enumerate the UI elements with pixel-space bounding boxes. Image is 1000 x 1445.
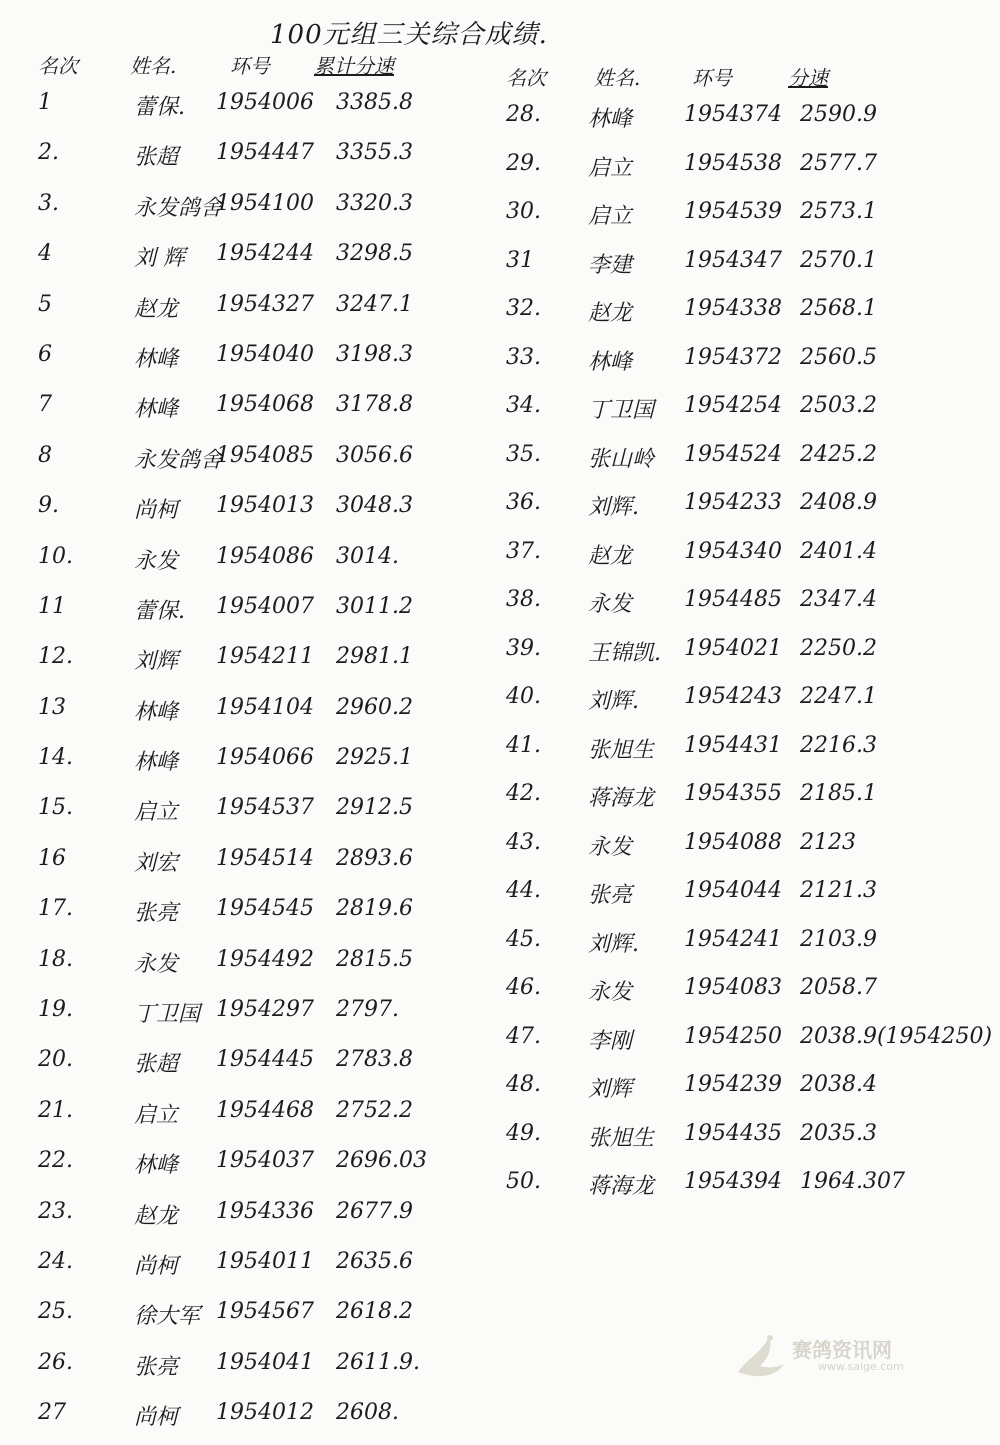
rank-cell: 6 xyxy=(38,341,52,367)
rank-cell: 29. xyxy=(506,150,541,176)
name-cell: 张亮 xyxy=(588,883,633,908)
ring-number-cell: 1954083 xyxy=(684,975,782,1000)
rank-cell: 40. xyxy=(506,684,541,709)
name-cell: 林峰 xyxy=(134,1153,179,1179)
header-speed: 分速 xyxy=(788,66,828,90)
name-cell: 赵龙 xyxy=(588,543,633,569)
ring-number-cell: 1954340 xyxy=(684,538,782,564)
ring-number-cell: 1954254 xyxy=(684,393,782,418)
ring-number-cell: 1954431 xyxy=(684,732,782,758)
name-cell: 尚柯 xyxy=(134,498,179,524)
speed-cell: 3198.3 xyxy=(336,341,413,367)
ring-number-cell: 1954537 xyxy=(216,795,314,821)
rank-cell: 3. xyxy=(38,190,59,216)
ring-number-cell: 1954545 xyxy=(216,896,314,922)
header-name: 姓名. xyxy=(594,66,641,90)
rank-cell: 7 xyxy=(38,392,52,418)
speed-cell: 2247.1 xyxy=(800,684,877,709)
rank-cell: 48. xyxy=(506,1072,541,1097)
rank-cell: 37. xyxy=(506,538,541,564)
speed-cell: 2611.9. xyxy=(336,1349,420,1375)
speed-cell: 2783.8 xyxy=(336,1047,413,1073)
speed-cell: 2038.9(1954250) xyxy=(800,1023,993,1049)
name-cell: 刘辉 xyxy=(588,1077,633,1102)
name-cell: 刘宏 xyxy=(134,850,179,876)
header-ring: 环号 xyxy=(692,66,732,90)
ring-number-cell: 1954445 xyxy=(216,1047,314,1073)
rank-cell: 11 xyxy=(38,593,66,619)
ring-number-cell: 1954086 xyxy=(216,543,314,569)
name-cell: 林峰 xyxy=(588,107,633,132)
name-cell: 刘辉. xyxy=(588,931,639,957)
rank-cell: 34. xyxy=(506,393,541,418)
speed-cell: 2035.3 xyxy=(800,1120,877,1146)
name-cell: 张旭生 xyxy=(588,1125,655,1151)
rank-cell: 20. xyxy=(38,1047,73,1073)
speed-cell: 2608. xyxy=(336,1400,399,1426)
ring-number-cell: 1954394 xyxy=(684,1169,782,1194)
rank-cell: 15. xyxy=(38,795,73,821)
ring-number-cell: 1954338 xyxy=(684,296,782,321)
ring-number-cell: 1954567 xyxy=(216,1299,314,1325)
speed-cell: 2121.3 xyxy=(800,878,877,903)
ring-number-cell: 1954435 xyxy=(684,1120,782,1146)
rank-cell: 35. xyxy=(506,441,541,467)
header-rank: 名次 xyxy=(506,66,546,90)
name-cell: 尚柯 xyxy=(134,1253,179,1279)
ring-number-cell: 1954085 xyxy=(216,442,314,468)
rank-cell: 19. xyxy=(38,997,73,1023)
name-cell: 刘 辉 xyxy=(134,246,185,272)
header-rank: 名次 xyxy=(38,54,78,78)
name-cell: 启立 xyxy=(588,155,633,181)
rank-cell: 26. xyxy=(38,1349,73,1375)
name-cell: 张亮 xyxy=(134,901,179,927)
name-cell: 张亮 xyxy=(134,1354,179,1380)
ring-number-cell: 1954250 xyxy=(684,1023,782,1049)
rank-cell: 16 xyxy=(38,845,66,871)
speed-cell: 3056.6 xyxy=(336,442,413,468)
ring-number-cell: 1954468 xyxy=(216,1097,314,1123)
speed-cell: 3247.1 xyxy=(336,291,413,317)
speed-cell: 2503.2 xyxy=(800,393,877,418)
name-cell: 林峰 xyxy=(134,346,179,372)
ring-number-cell: 1954044 xyxy=(684,878,782,903)
watermark-text: 赛鸽资讯网 xyxy=(792,1338,892,1362)
ring-number-cell: 1954244 xyxy=(216,241,314,267)
rank-cell: 17. xyxy=(38,896,73,922)
name-cell: 林峰 xyxy=(588,349,633,375)
rank-cell: 9. xyxy=(38,493,59,519)
name-cell: 启立 xyxy=(588,204,633,229)
speed-cell: 2635.6 xyxy=(336,1248,413,1274)
name-cell: 丁卫国 xyxy=(134,1002,201,1028)
name-cell: 李建 xyxy=(588,252,633,278)
rank-cell: 30. xyxy=(506,199,541,224)
ring-number-cell: 1954239 xyxy=(684,1072,782,1097)
header-name: 姓名. xyxy=(130,54,177,78)
rank-cell: 44. xyxy=(506,878,541,903)
name-cell: 永发鸽舍 xyxy=(134,447,223,473)
pigeon-logo-icon xyxy=(730,1328,790,1384)
ring-number-cell: 1954524 xyxy=(684,441,782,467)
name-cell: 刘辉 xyxy=(134,649,179,675)
rank-cell: 10. xyxy=(38,543,73,569)
name-cell: 永发 xyxy=(588,592,633,617)
speed-cell: 2677.9 xyxy=(336,1198,413,1224)
speed-cell: 2570.1 xyxy=(800,247,877,273)
ring-number-cell: 1954006 xyxy=(216,90,314,115)
page-title: 100元组三关综合成绩. xyxy=(270,20,548,50)
speed-cell: 2590.9 xyxy=(800,102,877,127)
speed-cell: 2216.3 xyxy=(800,732,877,758)
rank-cell: 21. xyxy=(38,1097,73,1123)
ring-number-cell: 1954241 xyxy=(684,926,782,952)
speed-cell: 2925.1 xyxy=(336,745,413,771)
name-cell: 李刚 xyxy=(588,1028,633,1054)
speed-cell: 2408.9 xyxy=(800,490,877,515)
name-cell: 尚柯 xyxy=(134,1405,179,1431)
speed-cell: 1964.307 xyxy=(800,1169,905,1194)
ring-number-cell: 1954007 xyxy=(216,593,314,619)
rank-cell: 36. xyxy=(506,490,541,515)
ring-number-cell: 1954041 xyxy=(216,1349,314,1375)
speed-cell: 2401.4 xyxy=(800,538,877,564)
name-cell: 永发 xyxy=(134,951,179,977)
ring-number-cell: 1954485 xyxy=(684,587,782,612)
ring-number-cell: 1954211 xyxy=(216,644,314,670)
rank-cell: 27 xyxy=(38,1400,66,1426)
speed-cell: 2960.2 xyxy=(336,694,413,720)
speed-cell: 2752.2 xyxy=(336,1097,413,1123)
speed-cell: 2347.4 xyxy=(800,587,877,612)
rank-cell: 42. xyxy=(506,781,541,806)
speed-cell: 2981.1 xyxy=(336,644,413,670)
speed-cell: 2819.6 xyxy=(336,896,413,922)
watermark xyxy=(730,1328,960,1384)
name-cell: 赵龙 xyxy=(588,301,633,326)
speed-cell: 2815.5 xyxy=(336,946,413,972)
name-cell: 丁卫国 xyxy=(588,398,655,423)
name-cell: 永发鸽舍 xyxy=(134,195,223,221)
rank-cell: 25. xyxy=(38,1299,73,1325)
ring-number-cell: 1954040 xyxy=(216,341,314,367)
rank-cell: 49. xyxy=(506,1120,541,1146)
name-cell: 蕾保. xyxy=(134,95,185,120)
rank-cell: 22. xyxy=(38,1148,73,1174)
ring-number-cell: 1954447 xyxy=(216,140,314,166)
ring-number-cell: 1954327 xyxy=(216,291,314,317)
speed-cell: 2185.1 xyxy=(800,781,877,806)
speed-cell: 3178.8 xyxy=(336,392,413,418)
speed-cell: 3048.3 xyxy=(336,493,413,519)
rank-cell: 39. xyxy=(506,635,541,661)
rank-cell: 45. xyxy=(506,926,541,952)
speed-cell: 3355.3 xyxy=(336,140,413,166)
name-cell: 赵龙 xyxy=(134,1203,179,1229)
speed-cell: 2577.7 xyxy=(800,150,877,176)
name-cell: 永发 xyxy=(588,834,633,860)
rank-cell: 43. xyxy=(506,829,541,855)
ring-number-cell: 1954100 xyxy=(216,190,314,216)
name-cell: 刘辉. xyxy=(588,495,639,520)
name-cell: 张山岭 xyxy=(588,446,655,472)
ring-number-cell: 1954372 xyxy=(684,344,782,370)
ring-number-cell: 1954013 xyxy=(216,493,314,519)
speed-cell: 2058.7 xyxy=(800,975,877,1000)
name-cell: 林峰 xyxy=(134,750,179,776)
speed-cell: 2618.2 xyxy=(336,1299,413,1325)
ring-number-cell: 1954068 xyxy=(216,392,314,418)
name-cell: 蕾保. xyxy=(134,598,185,624)
ring-number-cell: 1954297 xyxy=(216,997,314,1023)
rank-cell: 50. xyxy=(506,1169,541,1194)
ring-number-cell: 1954021 xyxy=(684,635,782,661)
rank-cell: 31 xyxy=(506,247,534,273)
rank-cell: 13 xyxy=(38,694,66,720)
name-cell: 王锦凯. xyxy=(588,640,661,666)
name-cell: 永发 xyxy=(588,980,633,1005)
rank-cell: 23. xyxy=(38,1198,73,1224)
speed-cell: 2568.1 xyxy=(800,296,877,321)
speed-cell: 2038.4 xyxy=(800,1072,877,1097)
speed-cell: 2560.5 xyxy=(800,344,877,370)
speed-cell: 2425.2 xyxy=(800,441,877,467)
name-cell: 张超 xyxy=(134,145,179,171)
name-cell: 林峰 xyxy=(134,397,179,423)
name-cell: 永发 xyxy=(134,548,179,574)
name-cell: 启立 xyxy=(134,800,179,826)
rank-cell: 46. xyxy=(506,975,541,1000)
name-cell: 张超 xyxy=(134,1052,179,1078)
speed-cell: 2696.03 xyxy=(336,1148,427,1174)
speed-cell: 3014. xyxy=(336,543,399,569)
rank-cell: 1 xyxy=(38,90,52,115)
speed-cell: 2573.1 xyxy=(800,199,877,224)
rank-cell: 2. xyxy=(38,140,59,166)
speed-cell: 2103.9 xyxy=(800,926,877,952)
ring-number-cell: 1954011 xyxy=(216,1248,314,1274)
name-cell: 启立 xyxy=(134,1102,179,1128)
rank-cell: 33. xyxy=(506,344,541,370)
name-cell: 张旭生 xyxy=(588,737,655,763)
name-cell: 刘辉. xyxy=(588,689,639,714)
speed-cell: 3320.3 xyxy=(336,190,413,216)
rank-cell: 41. xyxy=(506,732,541,758)
ring-number-cell: 1954347 xyxy=(684,247,782,273)
ring-number-cell: 1954243 xyxy=(684,684,782,709)
ring-number-cell: 1954012 xyxy=(216,1400,314,1426)
ring-number-cell: 1954492 xyxy=(216,946,314,972)
speed-cell: 2250.2 xyxy=(800,635,877,661)
rank-cell: 12. xyxy=(38,644,73,670)
speed-cell: 2797. xyxy=(336,997,399,1023)
ring-number-cell: 1954037 xyxy=(216,1148,314,1174)
ring-number-cell: 1954066 xyxy=(216,745,314,771)
speed-cell: 2912.5 xyxy=(336,795,413,821)
rank-cell: 5 xyxy=(38,291,52,317)
rank-cell: 14. xyxy=(38,745,73,771)
speed-cell: 3298.5 xyxy=(336,241,413,267)
name-cell: 林峰 xyxy=(134,699,179,725)
speed-cell: 2123 xyxy=(800,829,856,855)
ring-number-cell: 1954088 xyxy=(684,829,782,855)
rank-cell: 38. xyxy=(506,587,541,612)
ring-number-cell: 1954374 xyxy=(684,102,782,127)
ring-number-cell: 1954336 xyxy=(216,1198,314,1224)
ring-number-cell: 1954538 xyxy=(684,150,782,176)
rank-cell: 18. xyxy=(38,946,73,972)
speed-cell: 3011.2 xyxy=(336,593,413,619)
ring-number-cell: 1954539 xyxy=(684,199,782,224)
rank-cell: 8 xyxy=(38,442,52,468)
name-cell: 蒋海龙 xyxy=(588,1174,655,1199)
name-cell: 徐大军 xyxy=(134,1304,201,1330)
speed-cell: 2893.6 xyxy=(336,845,413,871)
rank-cell: 28. xyxy=(506,102,541,127)
speed-cell: 3385.8 xyxy=(336,90,413,115)
ring-number-cell: 1954104 xyxy=(216,694,314,720)
header-speed: 累计分速 xyxy=(314,54,394,78)
name-cell: 赵龙 xyxy=(134,296,179,322)
header-ring: 环号 xyxy=(230,54,270,78)
rank-cell: 47. xyxy=(506,1023,541,1049)
rank-cell: 32. xyxy=(506,296,541,321)
ring-number-cell: 1954233 xyxy=(684,490,782,515)
rank-cell: 24. xyxy=(38,1248,73,1274)
watermark-url: www.saige.com xyxy=(818,1360,904,1373)
ring-number-cell: 1954355 xyxy=(684,781,782,806)
rank-cell: 4 xyxy=(38,241,52,267)
ring-number-cell: 1954514 xyxy=(216,845,314,871)
name-cell: 蒋海龙 xyxy=(588,786,655,811)
